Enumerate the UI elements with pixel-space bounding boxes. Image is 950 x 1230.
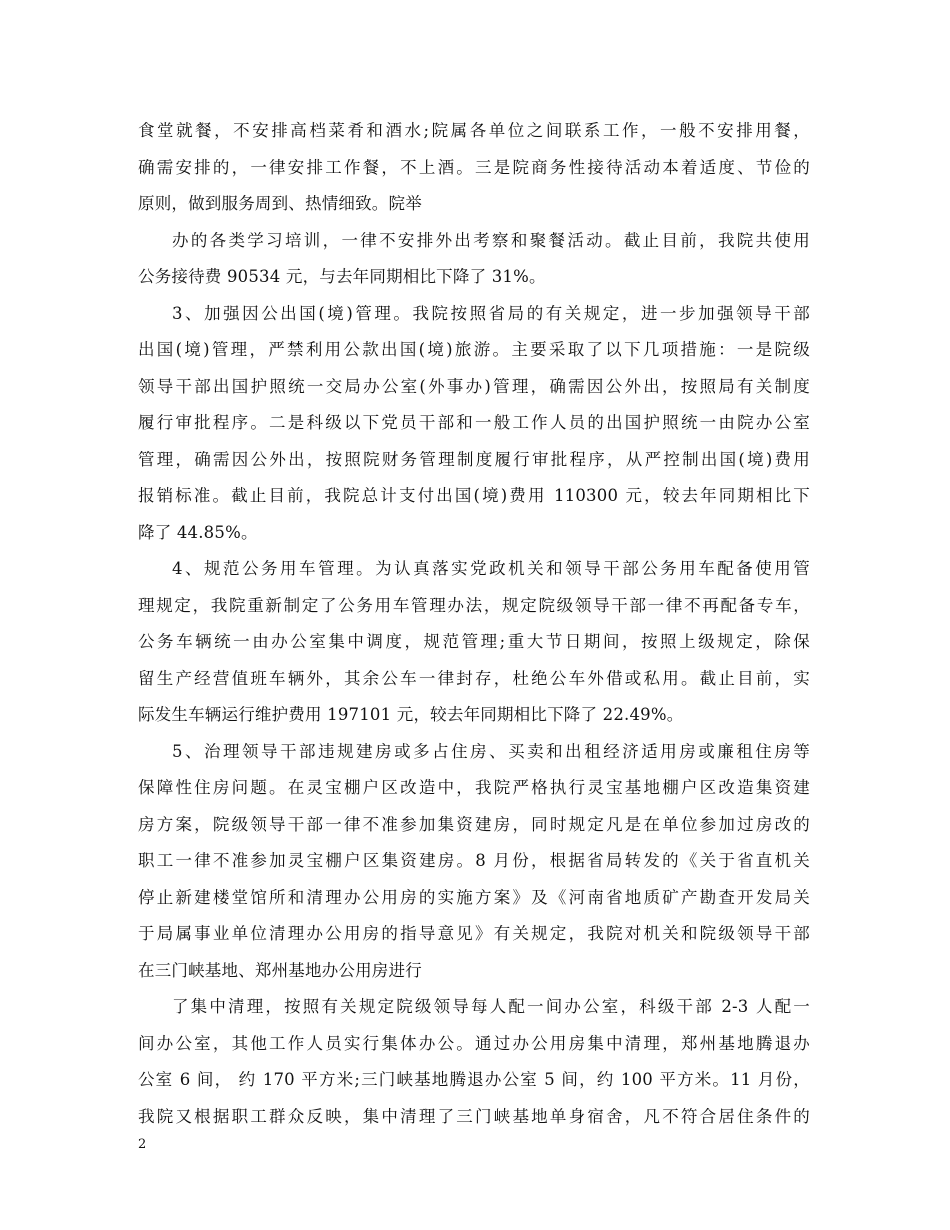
text-line: 管理，确需因公外出，按照院财务管理制度履行审批程序，从严控制出国(境)费用	[138, 449, 810, 469]
text-line: 理规定，我院重新制定了公务用车管理办法，规定院级领导干部一律不再配备专车，	[138, 595, 810, 615]
paragraph	[138, 113, 810, 223]
text-line: 房方案，院级领导干部一律不准参加集资建房，同时规定凡是在单位参加过房改的	[138, 814, 810, 834]
text-line: 于局属事业单位清理办公用房的指导意见》有关规定，我院对机关和院级领导干部	[138, 924, 810, 943]
text-line: 间办公室，其他工作人员实行集体办公。通过办公用房集中清理，郑州基地腾退办	[138, 1033, 810, 1053]
text-line: 我院又根据职工群众反映，集中清理了三门峡基地单身宿舍，凡不符合居住条件的	[138, 1106, 810, 1126]
text-line: 4、规范公务用车管理。为认真落实党政机关和领导干部公务用车配备使用管	[172, 559, 810, 578]
page-number: 2	[138, 1137, 147, 1152]
text-line: 公室 6 间， 约 170 平方米;三门峡基地腾退办公室 5 间，约 100 平方米。11 月份，	[138, 1070, 810, 1089]
text-line: 公务接待费 90534 元，与去年同期相比下降了 31%。	[138, 267, 546, 286]
paragraph	[138, 296, 810, 552]
text-line: 办的各类学习培训，一律不安排外出考察和聚餐活动。截止目前，我院共使用	[172, 230, 810, 250]
document-body	[138, 113, 810, 1135]
text-line: 公务车辆统一由办公室集中调度，规范管理;重大节日期间，按照上级规定，除保	[138, 632, 810, 651]
paragraph	[138, 551, 810, 734]
text-line: 留生产经营值班车辆外，其余公车一律封存，杜绝公车外借或私用。截止目前，实	[138, 668, 810, 688]
text-line: 食堂就餐，不安排高档菜肴和酒水;院属各单位之间联系工作，一般不安排用餐，	[138, 121, 810, 140]
paragraph	[138, 223, 810, 296]
paragraph	[138, 989, 810, 1135]
text-line: 原则，做到服务周到、热情细致。院举	[138, 194, 422, 213]
text-line: 保障性住房问题。在灵宝棚户区改造中，我院严格执行灵宝基地棚户区改造集资建	[138, 778, 810, 797]
text-line: 领导干部出国护照统一交局办公室(外事办)管理，确需因公外出，按照局有关制度	[138, 376, 810, 396]
text-line: 际发生车辆运行维护费用 197101 元，较去年同期相比下降了 22.49%。	[138, 705, 684, 724]
text-line: 职工一律不准参加灵宝棚户区集资建房。8 月份，根据省局转发的《关于省直机关	[138, 851, 810, 870]
text-line: 报销标准。截止目前，我院总计支付出国(境)费用 110300 元，较去年同期相比下	[138, 486, 810, 505]
text-line: 履行审批程序。二是科级以下党员干部和一般工作人员的出国护照统一由院办公室	[138, 413, 810, 432]
text-line: 5、治理领导干部违规建房或多占住房、买卖和出租经济适用房或廉租住房等	[172, 741, 810, 761]
paragraph	[138, 734, 810, 990]
text-line: 了集中清理，按照有关规定院级领导每人配一间办公室，科级干部 2-3 人配一	[172, 997, 810, 1016]
text-line: 降了 44.85%。	[138, 522, 258, 542]
text-line: 确需安排的，一律安排工作餐，不上酒。三是院商务性接待活动本着适度、节俭的	[138, 157, 810, 177]
text-line: 出国(境)管理，严禁利用公款出国(境)旅游。主要采取了以下几项措施：一是院级	[138, 340, 810, 359]
text-line: 3、加强因公出国(境)管理。我院按照省局的有关规定，进一步加强领导干部	[172, 303, 810, 323]
text-line: 停止新建楼堂馆所和清理办公用房的实施方案》及《河南省地质矿产勘查开发局关	[138, 887, 810, 907]
text-line: 在三门峡基地、郑州基地办公用房进行	[138, 960, 422, 980]
